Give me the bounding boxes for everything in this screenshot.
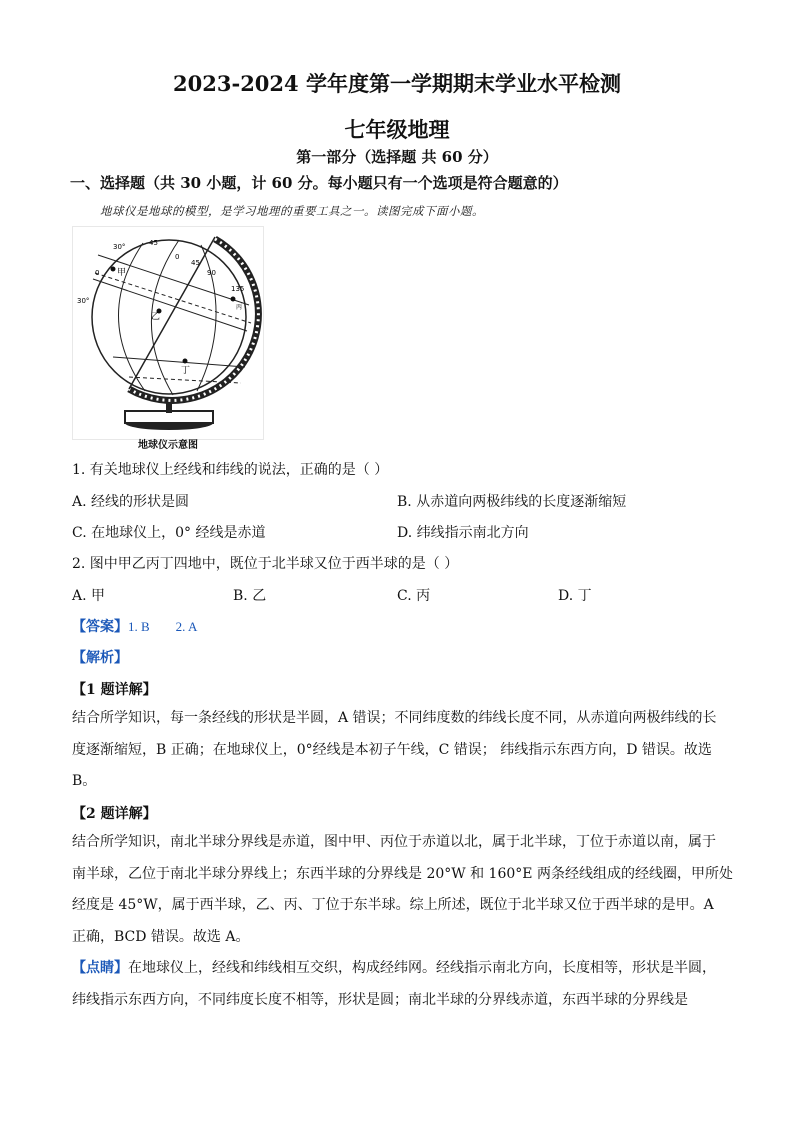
q1-line: B。	[72, 773, 97, 789]
question-2-stem: 2. 图中甲乙丙丁四地中，既位于北半球又位于西半球的是（ ）	[72, 556, 459, 572]
analysis-label: 【解析】	[72, 650, 128, 666]
label-ding: 丁	[181, 366, 191, 376]
label-lon-90: 90	[207, 269, 216, 277]
q2-line: 结合所学知识，南北半球分界线是赤道，图中甲、丙位于赤道以北，属于北半球，丁位于赤道以南，属于	[72, 834, 716, 850]
question-1-option-d: D. 纬线指示南北方向	[397, 525, 529, 541]
point-jia-marker	[111, 267, 116, 272]
label-lon-45: 45	[149, 239, 158, 247]
q2-detail-text	[72, 827, 733, 953]
q2-detail-heading: 【2 题详解】	[72, 806, 157, 822]
q1-detail-heading: 【1 题详解】	[72, 682, 157, 698]
answer-value: 1. B 2. A	[128, 619, 198, 634]
question-intro: 地球仪是地球的模型，是学习地理的重要工具之一。读图完成下面小题。	[100, 204, 484, 218]
figure-caption: 地球仪示意图	[138, 440, 198, 451]
question-1-option-c: C. 在地球仪上，0° 经线是赤道	[72, 525, 266, 541]
question-1-stem: 1. 有关地球仪上经线和纬线的说法，正确的是（ ）	[72, 462, 389, 478]
label-lat-30n: 30°	[113, 243, 126, 251]
q1-detail-text	[72, 703, 717, 798]
q2-line: 南半球，乙位于南北半球分界线上；东西半球的分界线是 20°W 和 160°E 两条经线组成的经线圈，甲所处	[72, 865, 733, 882]
q1-line: 度逐渐缩短，B 正确；在地球仪上，0°经线是本初子午线，C 错误； 纬线指示东西方向，D 错误。故选	[72, 741, 712, 758]
globe-figure	[72, 226, 264, 440]
part-heading: 第一部分（选择题 共 60 分）	[296, 148, 498, 166]
label-lon-45b: 45	[191, 259, 200, 267]
subject-title: 七年级地理	[344, 117, 450, 142]
label-lon-135: 135	[231, 285, 245, 293]
point-bing-marker	[231, 297, 236, 302]
q1-line: 结合所学知识，每一条经线的形状是半圆，A 错误；不同纬度数的纬线长度不同，从赤道向两极纬线的长	[72, 710, 717, 726]
tip-line: 纬线指示东西方向，不同纬度长度不相等，形状是圆；南北半球的分界线赤道，东西半球的分界线是	[72, 991, 688, 1008]
answer-label: 【答案】	[72, 619, 128, 635]
question-1-option-a: A. 经线的形状是圆	[72, 494, 190, 510]
section-heading: 一、选择题（共 30 小题，计 60 分。每小题只有一个选项是符合题意的）	[70, 174, 568, 192]
label-lon-0: 0	[175, 253, 180, 261]
tip-line: 【点睛】在地球仪上，经线和纬线相互交织，构成经纬网。经线指示南北方向，长度相等，形状是半圆，	[72, 960, 716, 976]
label-yi: 乙	[151, 312, 161, 322]
globe-illustration	[73, 227, 263, 439]
tip-text	[72, 953, 716, 1016]
label-lat-30s: 30°	[77, 297, 90, 305]
answer-row	[72, 616, 197, 636]
label-jia: 甲	[117, 268, 127, 278]
question-2-option-b: B. 乙	[233, 588, 267, 604]
point-ding-marker	[183, 359, 188, 364]
question-2-option-c: C. 丙	[397, 588, 431, 604]
question-2-option-a: A. 甲	[72, 588, 106, 604]
label-bing: 丙	[236, 304, 243, 311]
label-lat-0: 0	[95, 269, 100, 277]
q2-line: 经度是 45°W，属于西半球，乙、丙、丁位于东半球。综上所述，既位于北半球又位于西半球的是甲。A	[72, 897, 714, 913]
tip-label: 【点睛】	[72, 960, 128, 976]
question-2-option-d: D. 丁	[558, 588, 592, 604]
q2-line: 正确，BCD 错误。故选 A。	[72, 928, 250, 945]
question-1-option-b: B. 从赤道向两极纬线的长度逐渐缩短	[397, 494, 627, 510]
exam-title: 2023-2024 学年度第一学期期末学业水平检测	[173, 71, 621, 96]
